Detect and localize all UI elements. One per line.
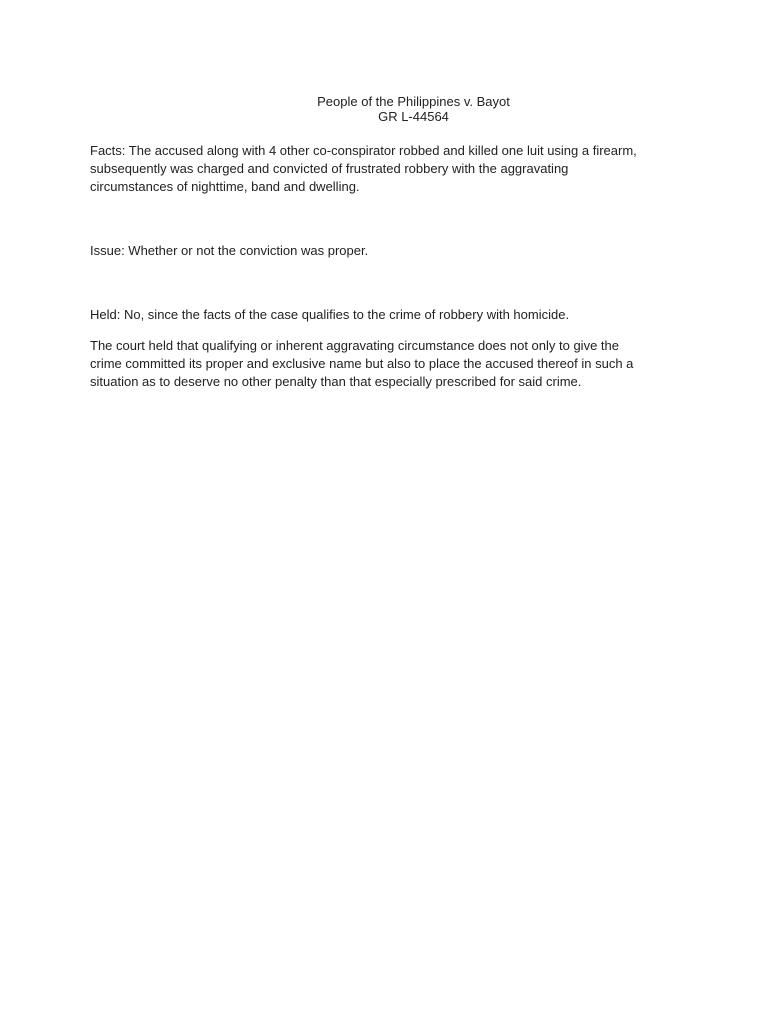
ruling-line: situation as to deserve no other penalty than that especially prescribed for said crime.	[90, 374, 582, 389]
ruling-line: crime committed its proper and exclusive name but also to place the accused thereof in such a	[90, 356, 634, 371]
ruling-paragraph	[90, 337, 690, 391]
facts-line: subsequently was charged and convicted of frustrated robbery with the aggravating	[90, 161, 569, 176]
title-block	[0, 94, 768, 124]
facts-line: Facts: The accused along with 4 other co-conspirator robbed and killed one luit using a firearm,	[90, 143, 637, 158]
issue-paragraph	[90, 242, 690, 260]
held-paragraph	[90, 306, 690, 324]
held-line: Held: No, since the facts of the case qualifies to the crime of robbery with homicide.	[90, 307, 570, 322]
case-number: GR L-44564	[378, 109, 449, 124]
facts-paragraph	[90, 142, 690, 196]
facts-line: circumstances of nighttime, band and dwelling.	[90, 179, 360, 194]
issue-line: Issue: Whether or not the conviction was proper.	[90, 243, 369, 258]
ruling-line: The court held that qualifying or inherent aggravating circumstance does not only to give the	[90, 338, 619, 353]
case-title: People of the Philippines v. Bayot	[317, 94, 510, 109]
